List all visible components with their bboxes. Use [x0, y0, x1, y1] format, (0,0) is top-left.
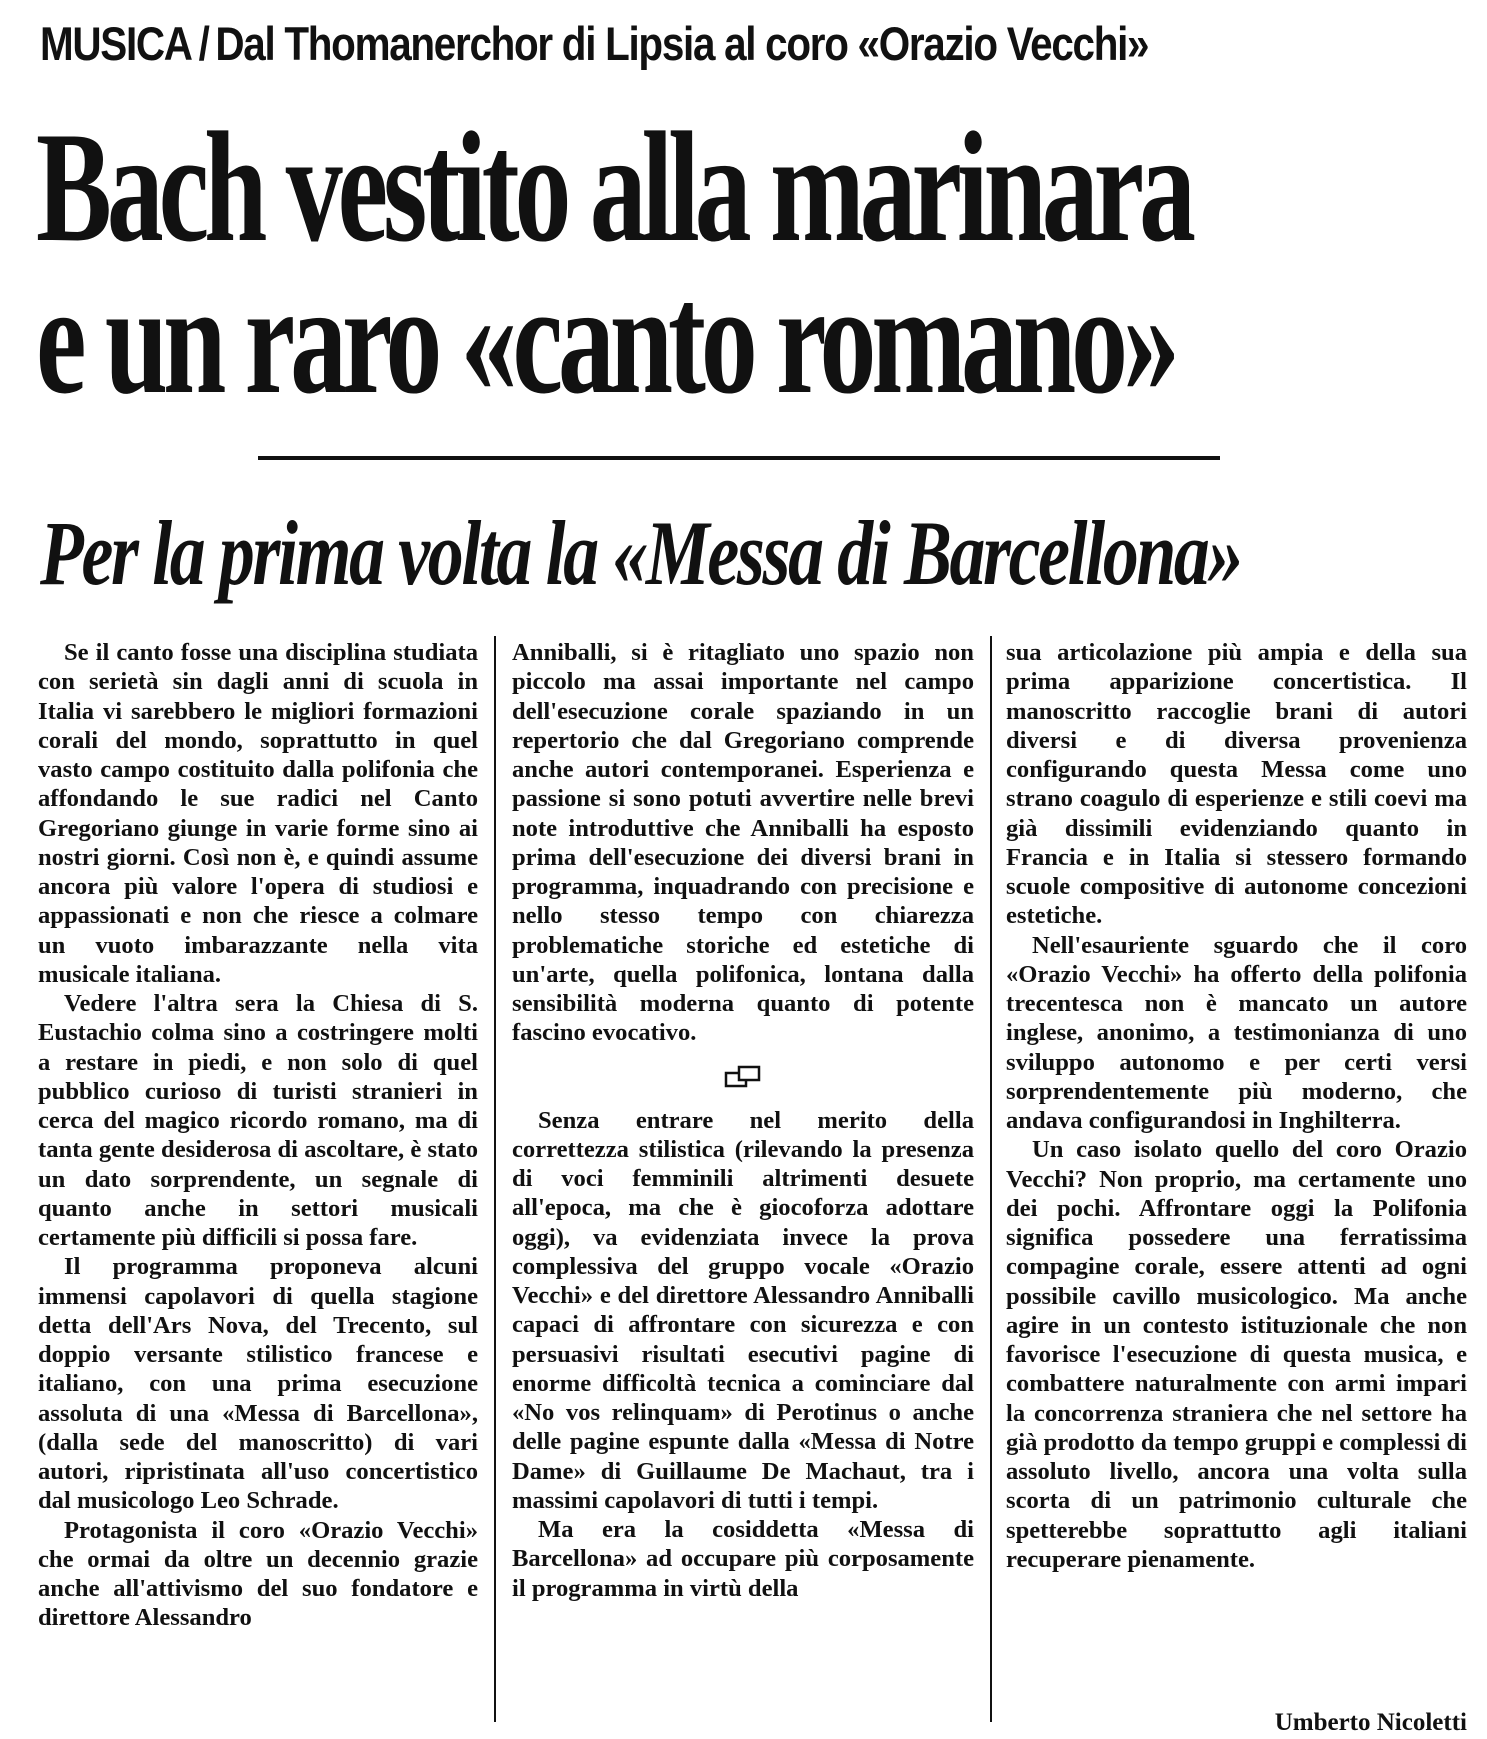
subheadline: Per la prima volta la «Messa di Barcellona»: [40, 502, 1242, 604]
kicker-text: Dal Thomanerchor di Lipsia al coro «Orazio Vecchi»: [215, 17, 1149, 70]
paragraph: Nell'esauriente sguardo che il coro «Orazio Vecchi» ha offerto della polifonia trecentesca non è mancato un autore inglese, anonimo, a testimonianza di uno sviluppo autonomo e per certi versi sorprendentemente più moderno, che andava configurandosi in Inghilterra.: [1006, 931, 1467, 1134]
kicker-section: MUSICA: [40, 17, 192, 70]
paragraph: Se il canto fosse una disciplina studiata con serietà sin dagli anni di scuola in Italia vi sarebbero le migliori formazioni corali del mondo, soprattutto in quel vasto campo costituito dalla polifonia che affondando le sue radici nel Canto Gregoriano giunge in varie forme sino ai nostri giorni. Così non è, e quindi assume ancora più valore l'opera di studiosi e appassionati e non che riesce a colmare un vuoto imbarazzante nella vita musicale italiana.: [38, 639, 478, 988]
headline-line-2: e un raro «canto romano»: [36, 252, 1175, 427]
kicker: [40, 14, 1261, 74]
paragraph: Senza entrare nel merito della correttezza stilistica (rilevando la presenza di voci femminili altrimenti desuete all'epoca, ma che è giocoforza adottare oggi), va evidenziata invece la prova complessiva del gruppo vocale «Orazio Vecchi» e del direttore Alessandro Anniballi capaci di affrontare con sicurezza e con persuasivi risultati esecutivi pagine di enorme difficoltà tecnica a cominciare dal «No vos relinquam» di Perotinus o anche delle pagine espunte dalla «Messa di Notre Dame» di Guillaume De Machaut, tra i massimi capolavori di tutti i tempi.: [512, 1106, 974, 1514]
headline-rule: [258, 456, 1220, 460]
headline-line-1: Bach vestito alla marinara: [36, 100, 1191, 275]
article-column-2: [512, 638, 974, 1603]
paragraph: Un caso isolato quello del coro Orazio Vecchi? Non proprio, ma certamente uno dei pochi. Affrontare oggi la Polifonia significa possedere una ferratissima compagine corale, essere attenti ad ogni possibile cavillo musicologico. Ma anche agire in un contesto istituzionale che non favorisce l'esecuzione di questa musica, e combattere naturalmente con armi impari la concorrenza straniera che nel settore ha già prodotto da tempo gruppi e complessi di assoluto livello, ancora una volta sulla scorta di un patrimonio culturale che spetterebbe soprattutto agli italiani recuperare pienamente.: [1006, 1136, 1467, 1573]
article-column-1: [38, 638, 478, 1633]
kicker-separator: /: [198, 17, 209, 70]
column-divider: [494, 636, 496, 1722]
paragraph: Protagonista il coro «Orazio Vecchi» che ormai da oltre un decennio grazie anche all'attivismo del suo fondatore e direttore Alessandro: [38, 1516, 478, 1632]
headline: [36, 100, 1191, 427]
section-break-icon: [512, 1048, 974, 1106]
paragraph: Vedere l'altra sera la Chiesa di S. Eustachio colma sino a costringere molti a restare in piedi, e non solo di quel pubblico curioso di turisti stranieri in cerca del magico ricordo romano, ma di tanta gente desiderosa di ascoltare, è stato un dato sorprendente, un segnale di quanto anche in settori musicali certamente più difficili si possa fare.: [38, 990, 478, 1251]
article-column-3: [1006, 638, 1467, 1574]
paragraph: Anniballi, si è ritagliato uno spazio non piccolo ma assai importante nel campo dell'esecuzione corale spaziando in un repertorio che dal Gregoriano comprende anche autori contemporanei. Esperienza e passione si sono potuti avvertire nelle brevi note introduttive che Anniballi ha esposto prima dell'esecuzione dei diversi brani in programma, inquadrando con precisione e nello stesso tempo con chiarezza problematiche storiche ed estetiche di un'arte, quella polifonica, lontana dalla sensibilità moderna quanto di potente fascino evocativo.: [512, 639, 974, 1047]
paragraph: Il programma proponeva alcuni immensi capolavori di quella stagione detta dell'Ars Nova, del Trecento, sul doppio versante stilistico francese e italiano, con una prima esecuzione assoluta di una «Messa di Barcellona», (dalla sede del manoscritto) di vari autori, ripristinata all'uso concertistico dal musicologo Leo Schrade.: [38, 1253, 478, 1515]
paragraph: sua articolazione più ampia e della sua prima apparizione concertistica. Il manoscritto raccoglie brani di autori diversi e di diversa provenienza configurando questa Messa come uno strano coagulo di esperienze e stili coevi ma già dissimili evidenziando quanto in Francia e in Italia si stessero formando scuole compositive di autonome concezioni estetiche.: [1006, 639, 1467, 930]
byline: Umberto Nicoletti: [1274, 1709, 1467, 1736]
paragraph: Ma era la cosiddetta «Messa di Barcellona» ad occupare più corposamente il programma in virtù della: [512, 1516, 974, 1602]
column-divider: [990, 636, 992, 1722]
